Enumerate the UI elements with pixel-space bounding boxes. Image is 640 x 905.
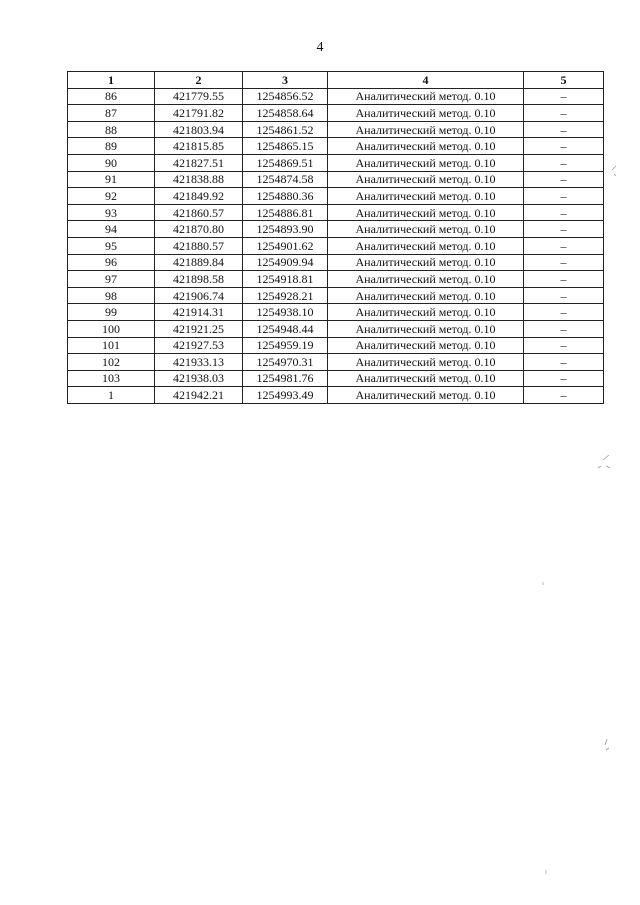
cell-coord-x: 421898.58 bbox=[155, 271, 243, 288]
cell-coord-x: 421849.92 bbox=[155, 188, 243, 205]
cell-coord-x: 421942.21 bbox=[155, 387, 243, 404]
cell-method: Аналитический метод. 0.10 bbox=[328, 221, 524, 238]
cell-note: – bbox=[524, 171, 604, 188]
cell-method: Аналитический метод. 0.10 bbox=[328, 154, 524, 171]
table-row bbox=[68, 138, 604, 155]
cell-coord-y: 1254928.21 bbox=[243, 287, 328, 304]
cell-note: – bbox=[524, 121, 604, 138]
cell-coord-x: 421921.25 bbox=[155, 320, 243, 337]
cell-note: – bbox=[524, 105, 604, 122]
cell-point-number: 101 bbox=[68, 337, 155, 354]
cell-note: – bbox=[524, 304, 604, 321]
table-row bbox=[68, 188, 604, 205]
table-row bbox=[68, 221, 604, 238]
cell-point-number: 102 bbox=[68, 354, 155, 371]
cell-coord-y: 1254865.15 bbox=[243, 138, 328, 155]
cell-coord-y: 1254993.49 bbox=[243, 387, 328, 404]
cell-method: Аналитический метод. 0.10 bbox=[328, 337, 524, 354]
table-row bbox=[68, 354, 604, 371]
cell-coord-y: 1254858.64 bbox=[243, 105, 328, 122]
cell-coord-x: 421933.13 bbox=[155, 354, 243, 371]
cell-coord-y: 1254861.52 bbox=[243, 121, 328, 138]
cell-note: – bbox=[524, 287, 604, 304]
cell-method: Аналитический метод. 0.10 bbox=[328, 387, 524, 404]
cell-note: – bbox=[524, 188, 604, 205]
cell-coord-y: 1254959.19 bbox=[243, 337, 328, 354]
cell-note: – bbox=[524, 271, 604, 288]
cell-method: Аналитический метод. 0.10 bbox=[328, 121, 524, 138]
table-row bbox=[68, 237, 604, 254]
cell-note: – bbox=[524, 337, 604, 354]
cell-method: Аналитический метод. 0.10 bbox=[328, 287, 524, 304]
cell-coord-y: 1254970.31 bbox=[243, 354, 328, 371]
cell-coord-x: 421914.31 bbox=[155, 304, 243, 321]
cell-method: Аналитический метод. 0.10 bbox=[328, 370, 524, 387]
cell-point-number: 97 bbox=[68, 271, 155, 288]
cell-note: – bbox=[524, 370, 604, 387]
cell-point-number: 1 bbox=[68, 387, 155, 404]
cell-method: Аналитический метод. 0.10 bbox=[328, 320, 524, 337]
cell-point-number: 92 bbox=[68, 188, 155, 205]
table-row bbox=[68, 105, 604, 122]
cell-coord-x: 421803.94 bbox=[155, 121, 243, 138]
table-row bbox=[68, 204, 604, 221]
column-header-4: 4 bbox=[328, 72, 524, 89]
cell-coord-y: 1254880.36 bbox=[243, 188, 328, 205]
cell-coord-x: 421927.53 bbox=[155, 337, 243, 354]
cell-coord-y: 1254918.81 bbox=[243, 271, 328, 288]
cell-method: Аналитический метод. 0.10 bbox=[328, 204, 524, 221]
coordinates-table bbox=[67, 71, 604, 404]
cell-coord-y: 1254901.62 bbox=[243, 237, 328, 254]
column-header-1: 1 bbox=[68, 72, 155, 89]
cell-coord-x: 421838.88 bbox=[155, 171, 243, 188]
cell-coord-y: 1254948.44 bbox=[243, 320, 328, 337]
cell-point-number: 87 bbox=[68, 105, 155, 122]
cell-coord-y: 1254869.51 bbox=[243, 154, 328, 171]
cell-note: – bbox=[524, 354, 604, 371]
table-row bbox=[68, 271, 604, 288]
cell-method: Аналитический метод. 0.10 bbox=[328, 171, 524, 188]
cell-point-number: 100 bbox=[68, 320, 155, 337]
table-header-row bbox=[68, 72, 604, 89]
cell-coord-x: 421938.03 bbox=[155, 370, 243, 387]
cell-note: – bbox=[524, 204, 604, 221]
cell-point-number: 91 bbox=[68, 171, 155, 188]
cell-coord-x: 421779.55 bbox=[155, 88, 243, 105]
cell-note: – bbox=[524, 237, 604, 254]
cell-point-number: 94 bbox=[68, 221, 155, 238]
table-row bbox=[68, 88, 604, 105]
table-row bbox=[68, 320, 604, 337]
cell-method: Аналитический метод. 0.10 bbox=[328, 271, 524, 288]
cell-method: Аналитический метод. 0.10 bbox=[328, 254, 524, 271]
cell-note: – bbox=[524, 320, 604, 337]
cell-point-number: 89 bbox=[68, 138, 155, 155]
cell-coord-y: 1254886.81 bbox=[243, 204, 328, 221]
cell-point-number: 86 bbox=[68, 88, 155, 105]
column-header-5: 5 bbox=[524, 72, 604, 89]
cell-coord-y: 1254909.94 bbox=[243, 254, 328, 271]
column-header-3: 3 bbox=[243, 72, 328, 89]
cell-coord-x: 421906.74 bbox=[155, 287, 243, 304]
cell-coord-x: 421880.57 bbox=[155, 237, 243, 254]
table-row bbox=[68, 121, 604, 138]
column-header-2: 2 bbox=[155, 72, 243, 89]
table-row bbox=[68, 387, 604, 404]
cell-point-number: 103 bbox=[68, 370, 155, 387]
page-number: 4 bbox=[316, 40, 324, 55]
cell-coord-y: 1254856.52 bbox=[243, 88, 328, 105]
cell-method: Аналитический метод. 0.10 bbox=[328, 354, 524, 371]
cell-method: Аналитический метод. 0.10 bbox=[328, 105, 524, 122]
table-row bbox=[68, 304, 604, 321]
table-body bbox=[68, 88, 604, 403]
cell-note: – bbox=[524, 88, 604, 105]
cell-method: Аналитический метод. 0.10 bbox=[328, 188, 524, 205]
cell-coord-x: 421889.84 bbox=[155, 254, 243, 271]
cell-coord-y: 1254981.76 bbox=[243, 370, 328, 387]
cell-coord-y: 1254893.90 bbox=[243, 221, 328, 238]
table-row bbox=[68, 287, 604, 304]
table-row bbox=[68, 154, 604, 171]
cell-coord-x: 421870.80 bbox=[155, 221, 243, 238]
cell-coord-y: 1254874.58 bbox=[243, 171, 328, 188]
table-row bbox=[68, 254, 604, 271]
cell-note: – bbox=[524, 221, 604, 238]
cell-method: Аналитический метод. 0.10 bbox=[328, 304, 524, 321]
cell-note: – bbox=[524, 154, 604, 171]
cell-note: – bbox=[524, 254, 604, 271]
cell-note: – bbox=[524, 138, 604, 155]
cell-point-number: 93 bbox=[68, 204, 155, 221]
table-row bbox=[68, 171, 604, 188]
cell-point-number: 90 bbox=[68, 154, 155, 171]
cell-point-number: 88 bbox=[68, 121, 155, 138]
cell-coord-x: 421827.51 bbox=[155, 154, 243, 171]
cell-coord-x: 421815.85 bbox=[155, 138, 243, 155]
cell-note: – bbox=[524, 387, 604, 404]
table-row bbox=[68, 337, 604, 354]
cell-method: Аналитический метод. 0.10 bbox=[328, 237, 524, 254]
cell-point-number: 95 bbox=[68, 237, 155, 254]
cell-point-number: 98 bbox=[68, 287, 155, 304]
table-row bbox=[68, 370, 604, 387]
cell-method: Аналитический метод. 0.10 bbox=[328, 88, 524, 105]
cell-point-number: 96 bbox=[68, 254, 155, 271]
cell-coord-x: 421791.82 bbox=[155, 105, 243, 122]
cell-point-number: 99 bbox=[68, 304, 155, 321]
cell-coord-x: 421860.57 bbox=[155, 204, 243, 221]
cell-coord-y: 1254938.10 bbox=[243, 304, 328, 321]
cell-method: Аналитический метод. 0.10 bbox=[328, 138, 524, 155]
